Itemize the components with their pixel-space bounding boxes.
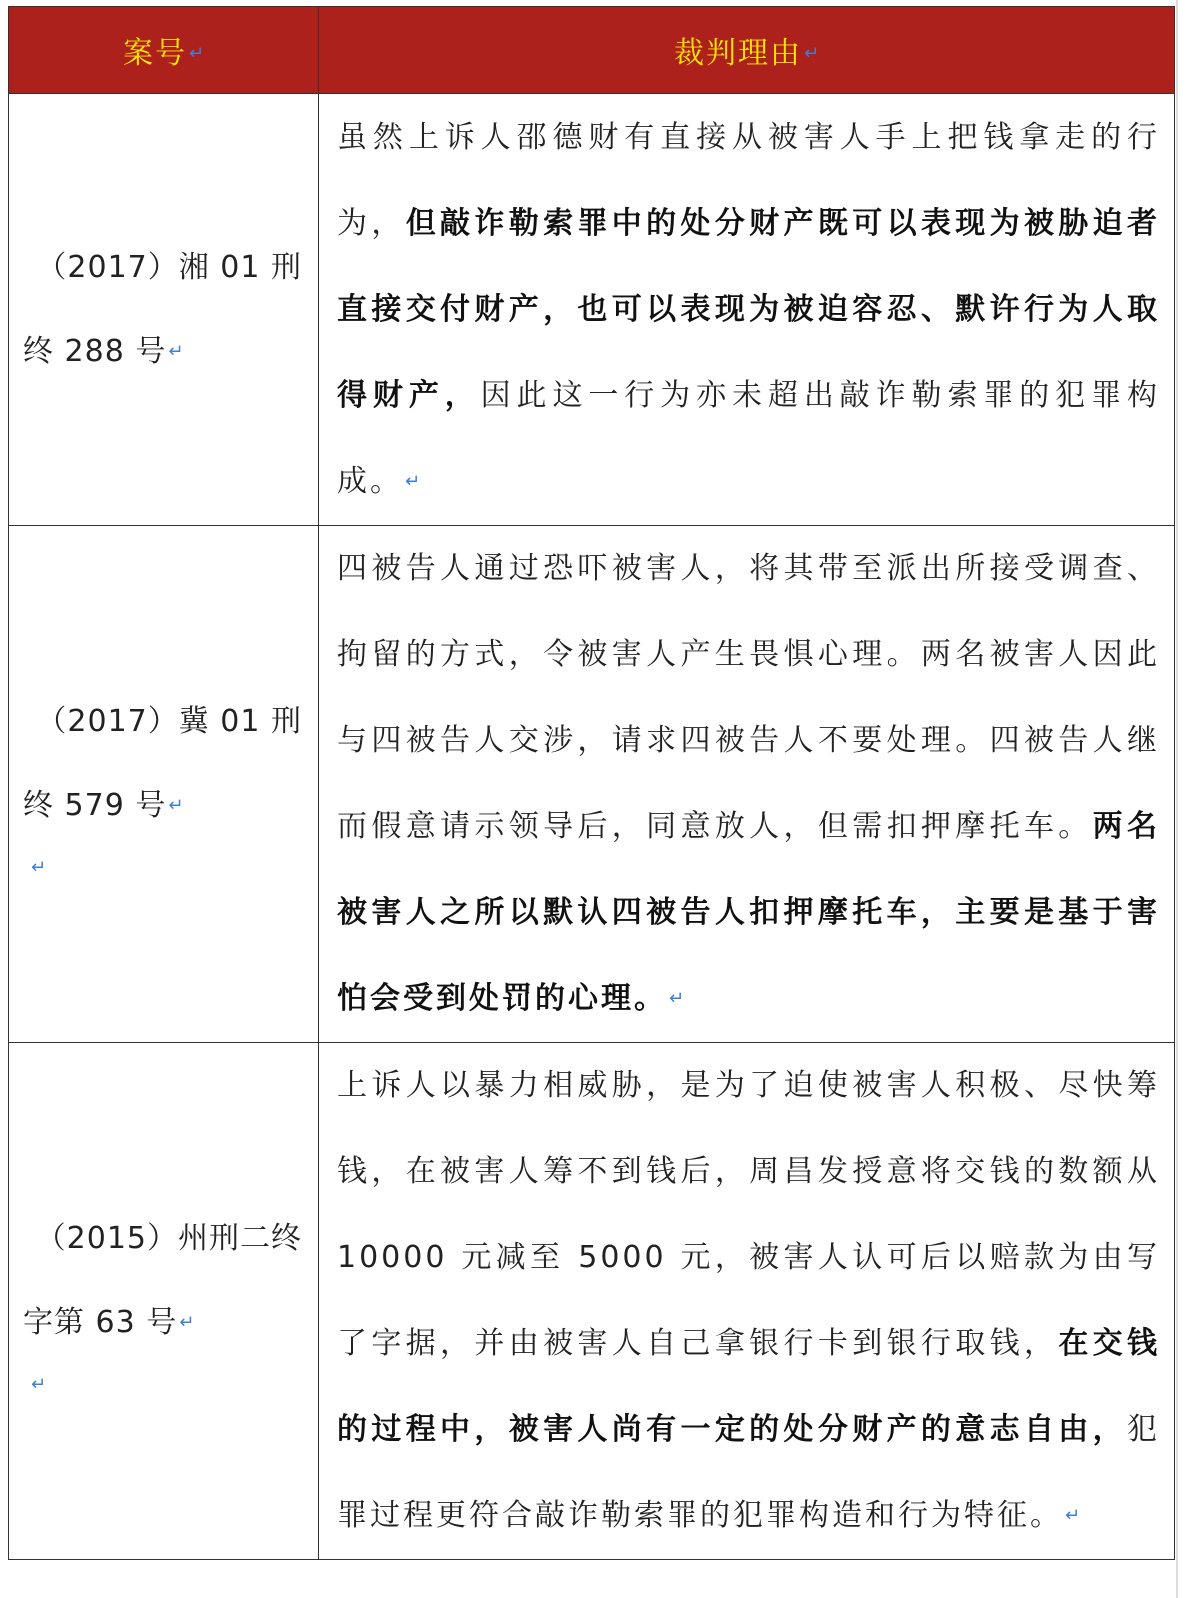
paragraph-mark-icon: ↵ [168, 795, 184, 816]
case-number-line2: 终 288 号 [23, 333, 167, 369]
reason-cell [319, 1043, 1175, 1560]
table-row [9, 94, 1175, 526]
case-number-cell [9, 94, 319, 526]
page-edge-divider [1176, 0, 1178, 1598]
reason-bold-text: 在交钱的过程中，被害人尚有一定的处分财产的意志自由， [337, 1326, 1161, 1447]
paragraph-mark-icon: ↵ [188, 43, 205, 64]
case-number-cell [9, 526, 319, 1043]
reason-text: 犯罪过程更符合敲诈勒索罪的犯罪构造和行为特征。 [337, 1412, 1160, 1533]
case-number-cell [9, 1043, 319, 1560]
reason-text: 四被告人通过恐吓被害人，将其带至派出所接受调查、拘留的方式，令被害人产生畏惧心理。两名被害人因此与四被告人交涉，请求四被告人不要处理。四被告人继而假意请示领导后，同意放人，但需扣押摩托车。 [337, 551, 1160, 844]
paragraph-mark-icon: ↵ [31, 857, 47, 878]
paragraph-mark-icon: ↵ [405, 470, 421, 492]
judgment-table [8, 6, 1175, 1560]
case-number-line1: （2017）冀 01 刑 [36, 704, 302, 739]
reason-bold-text: 但敲诈勒索罪中的处分财产既可以表现为被胁迫者直接交付财产，也可以表现为被迫容忍、默许行为人取得财产， [337, 205, 1161, 413]
table-row [9, 526, 1175, 1043]
case-number-line1: （2015）州刑二终 [35, 1221, 302, 1256]
header-case-no-label: 案号 [122, 36, 187, 71]
reason-cell [319, 526, 1175, 1043]
paragraph-mark-icon: ↵ [1065, 1505, 1081, 1526]
document-page [8, 6, 1174, 1560]
header-reason [319, 7, 1175, 94]
case-number-line2: 字第 63 号 [23, 1305, 178, 1340]
reason-cell [319, 94, 1175, 526]
paragraph-mark-icon: ↵ [168, 340, 184, 362]
reason-text: 上诉人以暴力相威胁，是为了迫使被害人积极、尽快筹钱，在被害人筹不到钱后，周昌发授意将交钱的数额从 10000 元减至 5000 元，被害人认可后以赔款为由写了字据，并由被害人自己拿银行卡到银行取钱， [337, 1068, 1160, 1361]
table-header-row [9, 7, 1175, 94]
table-row [9, 1043, 1175, 1560]
case-number-line2: 终 579 号 [23, 788, 167, 823]
header-reason-label: 裁判理由 [673, 36, 802, 71]
case-number-line1: （2017）湘 01 刑 [36, 249, 302, 285]
paragraph-mark-icon: ↵ [669, 988, 685, 1009]
paragraph-mark-icon: ↵ [31, 1374, 47, 1395]
reason-text: 因此这一行为亦未超出敲诈勒索罪的犯罪构成。 [337, 377, 1161, 499]
reason-bold-text: 两名被害人之所以默认四被告人扣押摩托车，主要是基于害怕会受到处罚的心理。 [337, 809, 1161, 1016]
paragraph-mark-icon: ↵ [179, 1312, 195, 1333]
reason-text: 虽然上诉人邵德财有直接从被害人手上把钱拿走的行为， [337, 119, 1160, 241]
paragraph-mark-icon: ↵ [803, 43, 820, 64]
header-case-no [9, 7, 319, 94]
